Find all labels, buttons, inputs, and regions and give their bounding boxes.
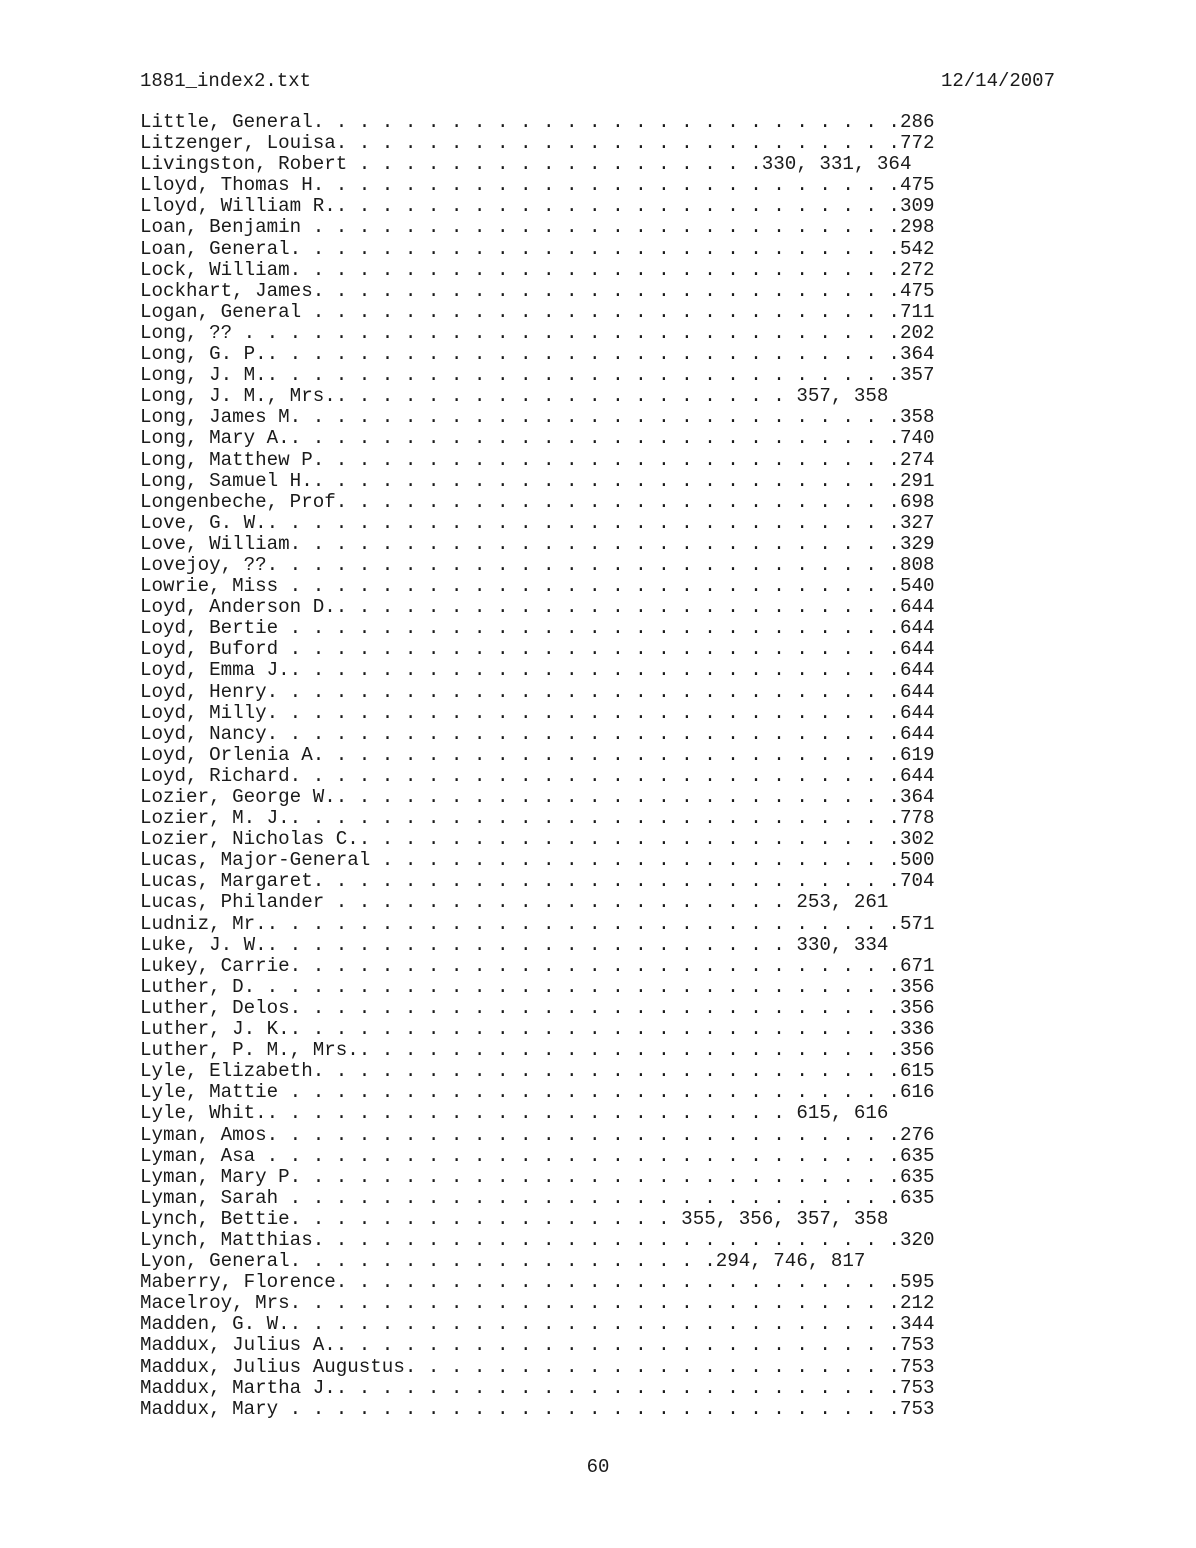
index-entry: Lockhart, James. . . . . . . . . . . . . . . . . . . . . . . . . .475 bbox=[140, 279, 935, 302]
index-entry: Lucas, Philander . . . . . . . . . . . . . . . . . . . . 253, 261 bbox=[140, 891, 889, 914]
index-entry: Loyd, Nancy. . . . . . . . . . . . . . . . . . . . . . . . . . . .644 bbox=[140, 722, 935, 745]
index-entry: Lucas, Margaret. . . . . . . . . . . . . . . . . . . . . . . . . .704 bbox=[140, 870, 935, 893]
index-entry: Lloyd, William R.. . . . . . . . . . . . . . . . . . . . . . . . .309 bbox=[140, 195, 935, 218]
index-entry: Loyd, Buford . . . . . . . . . . . . . . . . . . . . . . . . . . .644 bbox=[140, 638, 935, 661]
index-entry: Maddux, Julius A.. . . . . . . . . . . . . . . . . . . . . . . . .753 bbox=[140, 1334, 935, 1357]
index-entry: Lyon, General. . . . . . . . . . . . . . . . . . .294, 746, 817 bbox=[140, 1250, 866, 1273]
index-entry: Lyle, Elizabeth. . . . . . . . . . . . . . . . . . . . . . . . . .615 bbox=[140, 1060, 935, 1083]
index-entry: Lyman, Amos. . . . . . . . . . . . . . . . . . . . . . . . . . . .276 bbox=[140, 1123, 935, 1146]
index-entry: Loyd, Milly. . . . . . . . . . . . . . . . . . . . . . . . . . . .644 bbox=[140, 701, 935, 724]
index-entry: Luther, J. K.. . . . . . . . . . . . . . . . . . . . . . . . . . .336 bbox=[140, 1018, 935, 1041]
index-entry: Little, General. . . . . . . . . . . . . . . . . . . . . . . . . .286 bbox=[140, 111, 935, 133]
index-entry: Luther, Delos. . . . . . . . . . . . . . . . . . . . . . . . . . .356 bbox=[140, 996, 935, 1019]
index-entry: Lozier, George W.. . . . . . . . . . . . . . . . . . . . . . . . .364 bbox=[140, 786, 935, 808]
index-entry: Loyd, Emma J.. . . . . . . . . . . . . . . . . . . . . . . . . . .644 bbox=[140, 659, 935, 682]
index-entry: Madden, G. W.. . . . . . . . . . . . . . . . . . . . . . . . . . .344 bbox=[140, 1313, 935, 1336]
index-entry: Loyd, Orlenia A. . . . . . . . . . . . . . . . . . . . . . . . . .619 bbox=[140, 743, 935, 766]
index-entry: Lozier, Nicholas C.. . . . . . . . . . . . . . . . . . . . . . . .302 bbox=[140, 828, 935, 851]
index-entry: Luther, P. M., Mrs.. . . . . . . . . . . . . . . . . . . . . . . .356 bbox=[140, 1039, 935, 1062]
index-entry: Lyle, Mattie . . . . . . . . . . . . . . . . . . . . . . . . . . .616 bbox=[140, 1081, 935, 1104]
index-entry: Long, G. P.. . . . . . . . . . . . . . . . . . . . . . . . . . . .364 bbox=[140, 343, 935, 366]
index-entry: Logan, General . . . . . . . . . . . . . . . . . . . . . . . . . .711 bbox=[140, 300, 935, 323]
index-entry: Lovejoy, ??. . . . . . . . . . . . . . . . . . . . . . . . . . . .808 bbox=[140, 553, 935, 576]
index-entry: Lukey, Carrie. . . . . . . . . . . . . . . . . . . . . . . . . . .671 bbox=[140, 954, 935, 977]
index-entry: Love, G. W.. . . . . . . . . . . . . . . . . . . . . . . . . . . .327 bbox=[140, 511, 935, 534]
index-entry: Love, William. . . . . . . . . . . . . . . . . . . . . . . . . . .329 bbox=[140, 532, 935, 555]
index-entry: Loyd, Henry. . . . . . . . . . . . . . . . . . . . . . . . . . . .644 bbox=[140, 680, 935, 703]
index-entry: Long, James M. . . . . . . . . . . . . . . . . . . . . . . . . . .358 bbox=[140, 406, 935, 429]
index-entry: Long, ?? . . . . . . . . . . . . . . . . . . . . . . . . . . . . .202 bbox=[140, 321, 935, 344]
document-filename: 1881_index2.txt bbox=[140, 70, 312, 92]
index-entry: Long, J. M., Mrs.. . . . . . . . . . . . . . . . . . . . 357, 358 bbox=[140, 385, 889, 408]
index-entry: Macelroy, Mrs. . . . . . . . . . . . . . . . . . . . . . . . . . .212 bbox=[140, 1292, 935, 1315]
index-entry: Long, Matthew P. . . . . . . . . . . . . . . . . . . . . . . . . .274 bbox=[140, 448, 935, 471]
index-entry: Lucas, Major-General . . . . . . . . . . . . . . . . . . . . . . .500 bbox=[140, 849, 935, 872]
index-entry: Lowrie, Miss . . . . . . . . . . . . . . . . . . . . . . . . . . .540 bbox=[140, 575, 935, 598]
index-entry: Ludniz, Mr.. . . . . . . . . . . . . . . . . . . . . . . . . . . .571 bbox=[140, 912, 935, 935]
index-entry: Lloyd, Thomas H. . . . . . . . . . . . . . . . . . . . . . . . . .475 bbox=[140, 174, 935, 197]
index-entry: Luke, J. W.. . . . . . . . . . . . . . . . . . . . . . . 330, 334 bbox=[140, 933, 889, 956]
index-entry: Maddux, Julius Augustus. . . . . . . . . . . . . . . . . . . . . .753 bbox=[140, 1355, 935, 1378]
index-entry: Lozier, M. J.. . . . . . . . . . . . . . . . . . . . . . . . . . .778 bbox=[140, 807, 935, 830]
index-entry: Loyd, Richard. . . . . . . . . . . . . . . . . . . . . . . . . . .644 bbox=[140, 764, 935, 787]
index-entry: Lyman, Sarah . . . . . . . . . . . . . . . . . . . . . . . . . . .635 bbox=[140, 1186, 935, 1209]
index-entry: Longenbeche, Prof. . . . . . . . . . . . . . . . . . . . . . . . .698 bbox=[140, 490, 935, 513]
index-entry: Livingston, Robert . . . . . . . . . . . . . . . . . .330, 331, 364 bbox=[140, 153, 912, 176]
page-number: 60 bbox=[586, 1456, 610, 1478]
index-entry: Long, Mary A.. . . . . . . . . . . . . . . . . . . . . . . . . . .740 bbox=[140, 427, 935, 450]
index-entry: Lyman, Asa . . . . . . . . . . . . . . . . . . . . . . . . . . . .635 bbox=[140, 1144, 935, 1167]
index-entry: Loyd, Bertie . . . . . . . . . . . . . . . . . . . . . . . . . . .644 bbox=[140, 617, 935, 640]
index-entry: Loan, General. . . . . . . . . . . . . . . . . . . . . . . . . . .542 bbox=[140, 237, 935, 260]
index-entry: Maberry, Florence. . . . . . . . . . . . . . . . . . . . . . . . .595 bbox=[140, 1271, 935, 1294]
document-date: 12/14/2007 bbox=[940, 70, 1055, 92]
index-entry: Long, Samuel H.. . . . . . . . . . . . . . . . . . . . . . . . . .291 bbox=[140, 469, 935, 492]
index-entry: Lynch, Bettie. . . . . . . . . . . . . . . . . 355, 356, 357, 358 bbox=[140, 1207, 889, 1230]
index-entry: Loyd, Anderson D.. . . . . . . . . . . . . . . . . . . . . . . . .644 bbox=[140, 596, 935, 619]
index-entry: Maddux, Mary . . . . . . . . . . . . . . . . . . . . . . . . . . .753 bbox=[140, 1397, 935, 1420]
name-index-list bbox=[140, 112, 935, 1420]
index-entry: Maddux, Martha J.. . . . . . . . . . . . . . . . . . . . . . . . .753 bbox=[140, 1376, 935, 1399]
index-entry: Litzenger, Louisa. . . . . . . . . . . . . . . . . . . . . . . . .772 bbox=[140, 132, 935, 155]
index-entry: Loan, Benjamin . . . . . . . . . . . . . . . . . . . . . . . . . .298 bbox=[140, 216, 935, 239]
index-entry: Lynch, Matthias. . . . . . . . . . . . . . . . . . . . . . . . . .320 bbox=[140, 1228, 935, 1251]
index-entry: Lock, William. . . . . . . . . . . . . . . . . . . . . . . . . . .272 bbox=[140, 258, 935, 281]
index-entry: Lyle, Whit.. . . . . . . . . . . . . . . . . . . . . . . 615, 616 bbox=[140, 1102, 889, 1125]
index-entry: Lyman, Mary P. . . . . . . . . . . . . . . . . . . . . . . . . . .635 bbox=[140, 1165, 935, 1188]
index-entry: Long, J. M.. . . . . . . . . . . . . . . . . . . . . . . . . . . .357 bbox=[140, 364, 935, 387]
index-entry: Luther, D. . . . . . . . . . . . . . . . . . . . . . . . . . . . .356 bbox=[140, 975, 935, 998]
